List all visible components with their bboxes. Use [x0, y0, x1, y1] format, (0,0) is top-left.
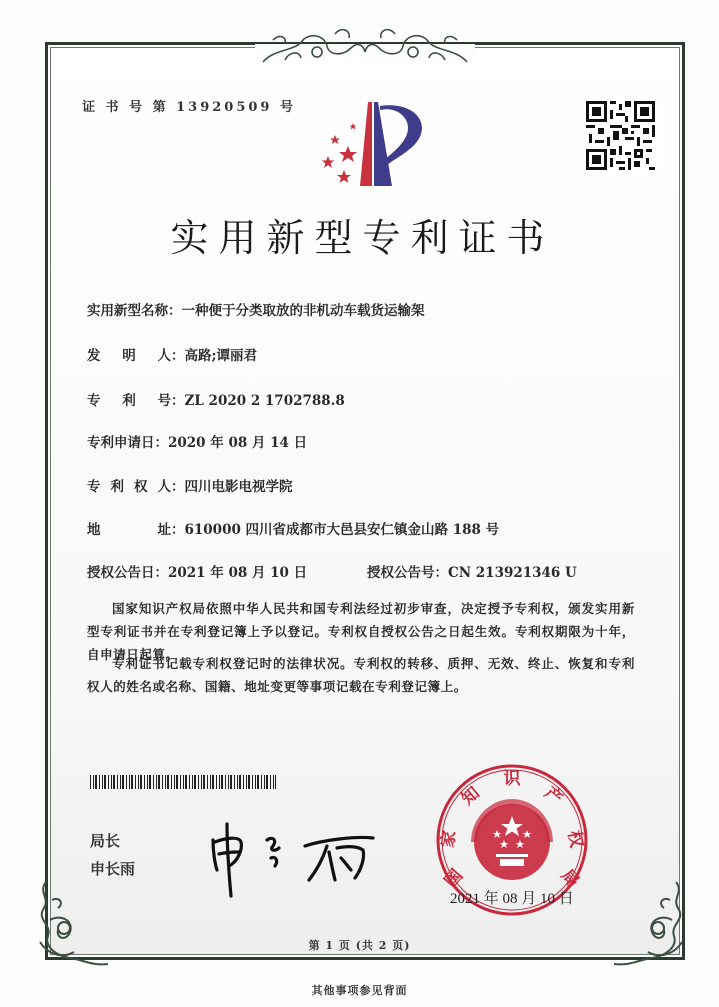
svg-text:产: 产 [540, 783, 567, 810]
field-value: 四川电影电视学院 [184, 479, 293, 495]
field-label: 专利申请日： [87, 435, 168, 451]
field-grant-number [367, 561, 577, 581]
field-value: 610000 四川省成都市大邑县安仁镇金山路 188 号 [184, 522, 500, 538]
label-char: 专 [87, 393, 101, 409]
field-value: 2020 年 08 月 14 日 [168, 435, 308, 451]
field-patentee [87, 475, 293, 495]
svg-text:局: 局 [556, 865, 583, 892]
svg-text:国: 国 [441, 865, 468, 892]
field-value: 2021 年 08 月 10 日 [168, 565, 308, 581]
label-char: 权 [134, 479, 148, 495]
label-colon: ： [171, 522, 185, 538]
label-char: 人 [157, 479, 171, 495]
field-label [87, 344, 171, 364]
certificate-number: 证 书 号 第 13920509 号 [82, 100, 296, 115]
legal-status-paragraph: 专利证书记载专利权登记时的法律状况。专利权的转移、质押、无效、终止、恢复和专利权人的姓名或名称、国籍、地址变更等事项记载在专利登记簿上。 [87, 656, 635, 694]
signatory-title: 局长 [90, 832, 121, 850]
label-colon: ： [171, 348, 185, 364]
label-colon: ： [171, 479, 185, 495]
svg-text:知: 知 [457, 783, 484, 810]
field-value: 高路;谭丽君 [184, 348, 257, 364]
label-char: 利 [110, 479, 124, 495]
field-patent-number [87, 389, 345, 409]
field-label: 授权公告日： [87, 565, 168, 581]
field-label: 授权公告号： [367, 565, 448, 581]
field-utility-model-name [87, 299, 425, 319]
field-label [87, 475, 171, 495]
page-indicator: 第 1 页 (共 2 页) [308, 939, 411, 952]
field-value: 一种便于分类取放的非机动车载货运输架 [181, 303, 425, 319]
field-label [87, 518, 171, 538]
label-char: 利 [122, 393, 136, 409]
seal-date: 2021 年 08 月 10 日 [450, 891, 574, 907]
label-char: 号 [157, 393, 171, 409]
field-value: CN 213921346 U [448, 565, 577, 581]
cnipa-logo-icon [310, 90, 430, 190]
field-label: 实用新型名称： [87, 303, 182, 319]
qr-code [583, 98, 658, 173]
legal-statement-paragraph: 国家知识产权局依照中华人民共和国专利法经过初步审查，决定授予专利权，颁发实用新型专利证书并在专利登记簿上予以登记。专利权自授权公告之日起生效。专利权期限为十年，自申请日起算。 [87, 601, 635, 662]
field-inventors [87, 344, 257, 364]
signature-icon [205, 818, 385, 898]
label-char: 专 [87, 479, 101, 495]
field-application-date [87, 431, 307, 451]
field-value: ZL 2020 2 1702788.8 [184, 393, 345, 409]
certificate-title: 实用新型专利证书 [170, 216, 555, 260]
field-grant-date [87, 561, 307, 581]
corner-ornament-icon [612, 880, 692, 970]
label-char: 明 [122, 348, 136, 364]
label-char: 址 [157, 522, 171, 538]
label-char: 人 [157, 348, 171, 364]
svg-text:权: 权 [563, 829, 587, 850]
label-char: 发 [87, 348, 101, 364]
signatory-name: 申长雨 [90, 860, 136, 878]
label-colon: ： [171, 393, 185, 409]
barcode [90, 775, 276, 789]
field-label [87, 389, 171, 409]
footer-note: 其他事项参见背面 [311, 984, 408, 997]
svg-text:家: 家 [437, 829, 461, 850]
svg-text:识: 识 [503, 769, 521, 789]
top-ornament-icon [255, 22, 475, 66]
label-char: 地 [87, 522, 101, 538]
corner-ornament-icon [30, 880, 110, 970]
field-address [87, 518, 499, 538]
